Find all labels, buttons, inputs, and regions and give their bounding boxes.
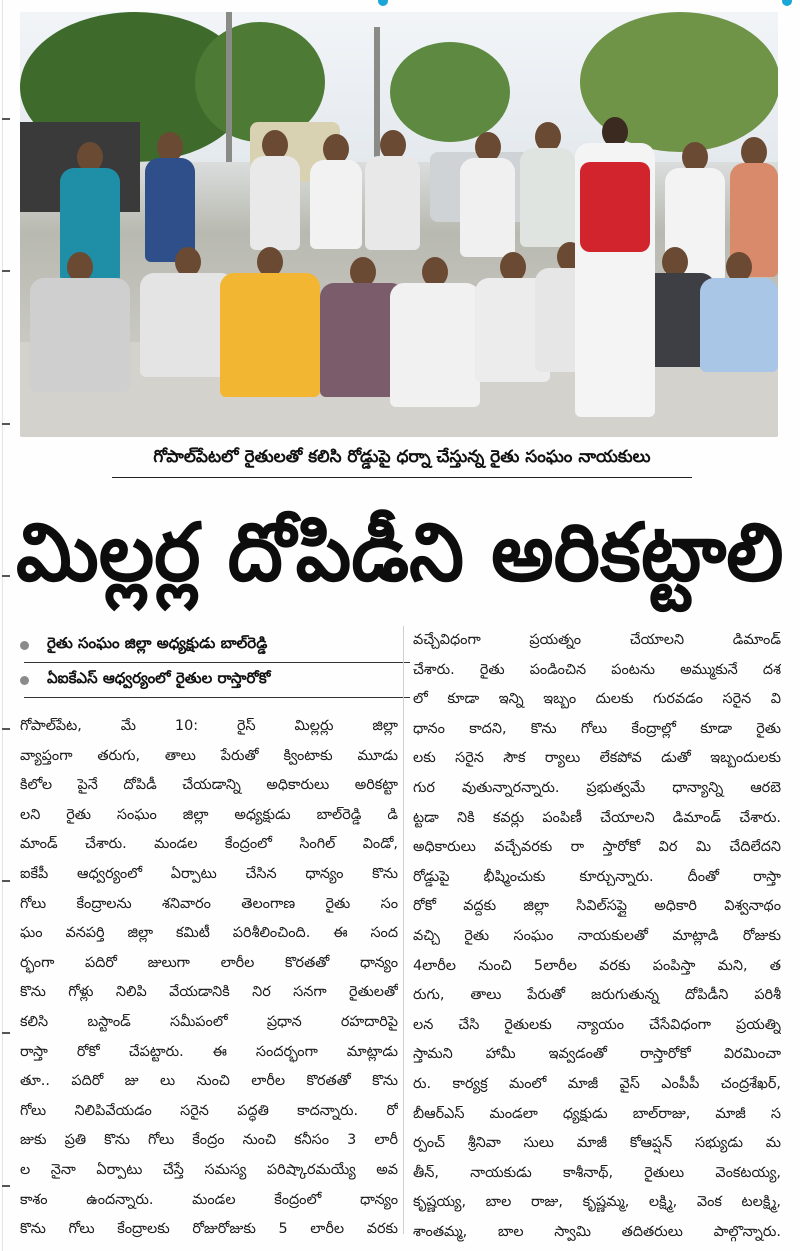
- subheading-divider: [24, 697, 410, 698]
- photo-person: [220, 247, 320, 397]
- photo-caption: గోపాల్‌పేటలో రైతులతో కలిసి రోడ్డుపై ధర్నా చేస్తున్న రైతు సంఘం నాయకులు: [112, 447, 692, 478]
- article-line: కొను గోళ్లు నిలిపి వేయడానికి నిర సనగా రైతులతో: [20, 984, 398, 1001]
- article-line: తూ.. పదిరో జు లు నుంచి లారీల కొరతతో కొను: [20, 1073, 398, 1090]
- photo-person: [365, 130, 420, 250]
- article-line: లో కూడా ఇన్ని ఇబ్బం దులకు గురవడం సరైన వి: [413, 691, 781, 708]
- column-divider: [403, 626, 404, 1234]
- photo-person: [310, 134, 362, 249]
- article-line: లని రైతు సంఘం జిల్లా అధ్యక్షుడు బాల్‌రెడ్డి డి: [20, 806, 398, 823]
- article-line: రోకో వద్దకు జిల్లా సివిల్‌సప్లై అధికారి విశ్వనాథం: [413, 898, 781, 915]
- article-line: రు. కార్యక్ర మంలో మాజీ వైస్‌ ఎంపీపీ చంద్రశేఖర్‌,: [413, 1075, 781, 1092]
- photo-person: [30, 252, 130, 392]
- article-line: గోపాల్‌పేట, మే 10: రైస్‌ మిల్లర్లు జిల్లా: [20, 718, 398, 734]
- accent-dot: [378, 0, 388, 6]
- article-line: కృష్ణయ్య, బాల రాజు, కృష్ణమ్మ, లక్ష్మి, వెంక టలక్ష్మి,: [413, 1194, 781, 1211]
- page-edge-rule: [2, 0, 3, 1251]
- photo-person: [460, 132, 515, 257]
- article-line: రోడ్డుపై భీష్మించుకు కూర్చున్నారు. దీంతో రాస్తా: [413, 868, 781, 885]
- subheadings: [20, 628, 410, 698]
- margin-tick: [2, 270, 10, 272]
- article-line: వచ్చేవిధంగా ప్రయత్నం చేయాలని డిమాండ్‌: [413, 632, 781, 648]
- article-line: శాంతమ్మ, బాల స్వామి తదితరులు పాల్గొన్నారు.: [413, 1223, 781, 1240]
- article-line: ర్భంగా పదిరో జులుగా లారీల కొరతతో ధాన్యం: [20, 954, 398, 971]
- article-line: రాస్తా రోకో చేపట్టారు. ఈ సందర్భంగా మాట్లాడు: [20, 1043, 398, 1060]
- news-photo: [20, 12, 778, 437]
- article-line: కలిసి బస్టాండ్‌ సమీపంలో ప్రధాన రహదారిపై: [20, 1013, 398, 1030]
- photo-person: [250, 130, 300, 250]
- article-line: ట్టడా నికి కవర్లు పంపిణీ చేయాలని డిమాండ్‌ చేశారు.: [413, 809, 781, 826]
- article-line: గోలు నిలిపివేయడం సరైన పద్ధతి కాదన్నారు. రో: [20, 1102, 398, 1119]
- article-line: ల నైనా ఏర్పాటు చేస్తే సమస్య పరిష్కారమయ్యే అవ: [20, 1161, 398, 1178]
- subheading-text: ఏఐకేఎస్‌ ఆధ్వర్యంలో రైతుల రాస్తారోకో: [47, 669, 271, 687]
- article-line: రుగు, తాలు పేరుతో జరుగుతున్న దోపిడీని పరిశీ: [413, 987, 781, 1004]
- article-line: ర్పంచ్‌ శ్రీనివా సులు మాజీ కోఆప్షన్‌ సభ్యుడు మ: [413, 1135, 781, 1152]
- subheading-text: రైతు సంఘం జిల్లా అధ్యక్షుడు బాల్‌రెడ్డి: [47, 634, 268, 652]
- subheading-item: [20, 628, 410, 662]
- bullet-icon: [20, 676, 29, 685]
- article-line: ధానం కాదని, కొను గోలు కేంద్రాల్లో కూడా రైతు: [413, 720, 781, 737]
- photo-person: [520, 122, 575, 247]
- margin-tick: [2, 880, 10, 882]
- subheading-item: [20, 663, 410, 697]
- article-line: చేశారు. రైతు పండించిన పంటను అమ్ముకునే దశ: [413, 661, 781, 678]
- article-column-right: [413, 626, 781, 1247]
- margin-tick: [2, 728, 10, 730]
- article-line: లకు సరైన సౌక ర్యాలు లేకపోవ డుతో ఇబ్బందులకు: [413, 750, 781, 767]
- article-column-left: [20, 712, 398, 1245]
- margin-tick: [2, 423, 10, 425]
- article-line: ఐకేపీ ఆధ్వర్యంలో ఏర్పాటు చేసిన ధాన్యం కొను: [20, 865, 398, 882]
- article-line: గుర వుతున్నారన్నారు. ప్రభుత్వమే ధాన్యాన్ని ఆరబె: [413, 779, 781, 796]
- article-line: వ్యాప్తంగా తరుగు, తాలు పేరుతో క్వింటాకు మూడు: [20, 747, 398, 764]
- article-line: కాశం ఉందన్నారు. మండల కేంద్రంలో ధాన్యం: [20, 1191, 398, 1208]
- article-line: ఘం వనపర్తి జిల్లా కమిటీ పరిశీలించింది. ఈ సంద: [20, 925, 398, 942]
- article-line: తీన్‌, నాయకుడు కాశీనాథ్‌, రైతులు వెంకటయ్య,: [413, 1164, 781, 1181]
- photo-tree: [390, 42, 510, 142]
- article-line: అధికారులు వచ్చేవరకు రా స్తారోకో విర మి చేదిలేదని: [413, 839, 781, 856]
- article-line: మాండ్‌ చేశారు. మండల కేంద్రంలో సింగిల్‌ విండో,: [20, 836, 398, 853]
- margin-tick: [2, 1185, 10, 1187]
- article-line: వచ్చి రైతు సంఘం నాయకులతో మాట్లాడి రోజుకు: [413, 927, 781, 944]
- margin-tick: [2, 1032, 10, 1034]
- article-line: కొను గోలు కేంద్రాలకు రోజురోజుకు 5 లారీల వరకు: [20, 1221, 398, 1238]
- photo-red-scarf: [580, 162, 650, 252]
- article-line: కిలోల పైనే దోపిడీ చేయడాన్ని అధికారులు అరికట్టా: [20, 777, 398, 794]
- photo-pole: [226, 12, 232, 162]
- margin-tick: [2, 575, 10, 577]
- accent-dot: [782, 0, 792, 6]
- photo-person: [390, 257, 480, 407]
- photo-person: [700, 252, 778, 372]
- article-line: జుకు ప్రతి కొను గోలు కేంద్రం నుంచి కనీసం 3 లారీ: [20, 1132, 398, 1149]
- headline: మిల్లర్ల దోపిడీని అరికట్టాలి: [16, 506, 784, 599]
- bullet-icon: [20, 641, 29, 650]
- photo-person: [145, 132, 195, 262]
- article-line: 4లారీల నుంచి 5లారీల వరకు పంపిస్తా మని, త: [413, 957, 781, 974]
- article-line: గోలు కేంద్రాలను శనివారం తెలంగాణ రైతు సం: [20, 895, 398, 912]
- margin-tick: [2, 118, 10, 120]
- article-line: స్తామని హామీ ఇవ్వడంతో రాస్తారోకో విరమించా: [413, 1046, 781, 1063]
- article-line: బీఆర్‌ఎస్‌ మండలా ధ్యక్షుడు బాల్‌రాజు, మాజీ స: [413, 1105, 781, 1122]
- article-line: లన చేసి రైతులకు న్యాయం చేసేవిధంగా ప్రయత్ని: [413, 1016, 781, 1033]
